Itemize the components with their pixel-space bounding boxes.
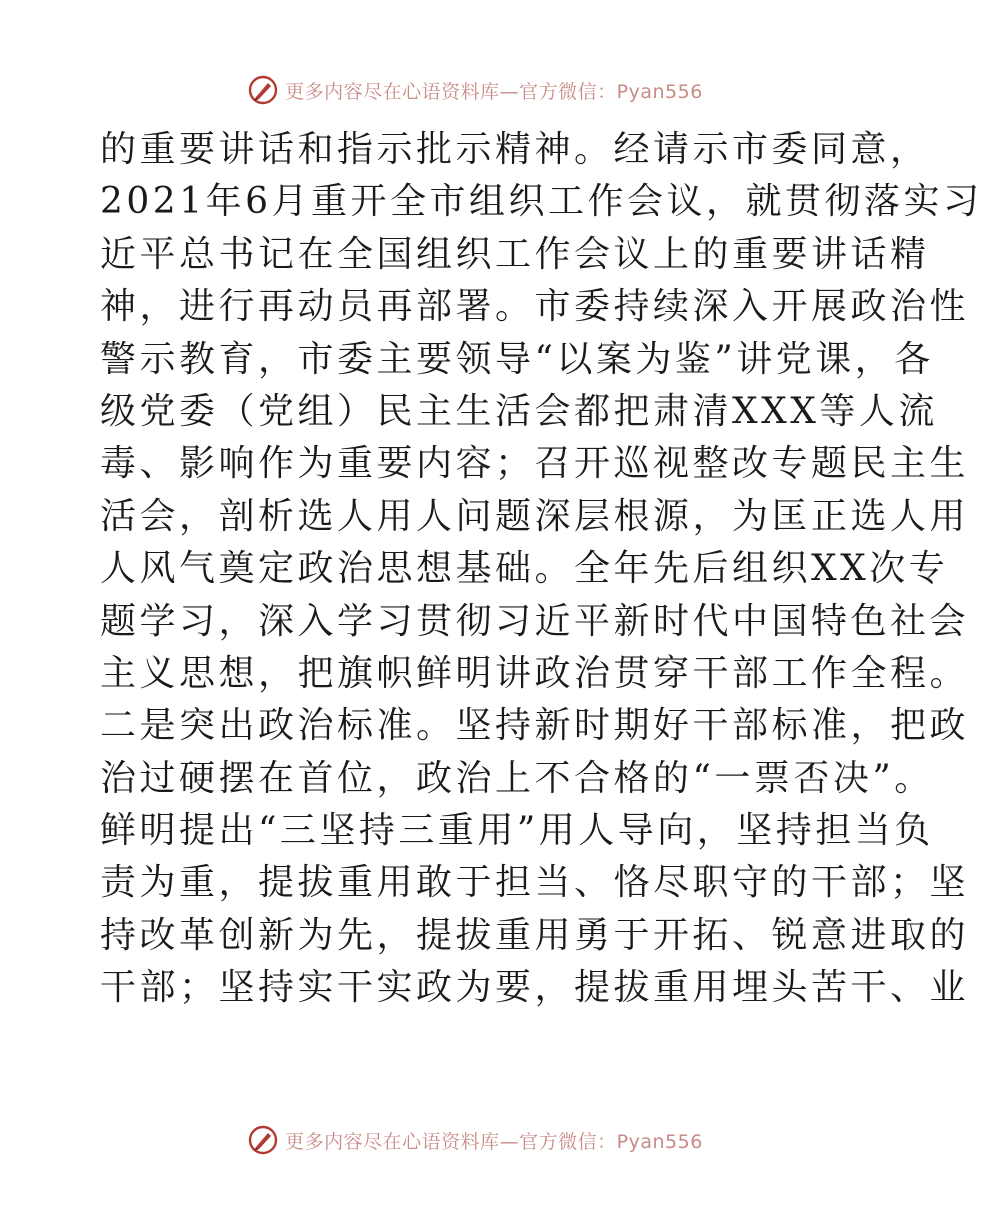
- text-line: 级党委（党组）民主生活会都把肃清XXX等人流: [100, 390, 938, 432]
- quill-pen-logo-icon: [247, 74, 279, 106]
- header-watermark: [0, 72, 950, 108]
- text-line: 治过硬摆在首位，政治上不合格的“一票否决”。: [100, 757, 934, 799]
- text-line: 主义思想，把旗帜鲜明讲政治贯穿干部工作全程。: [100, 652, 970, 694]
- text-line: 鲜明提出“三坚持三重用”用人导向，坚持担当负: [100, 810, 934, 852]
- watermark-text: 更多内容尽在心语资料库—官方微信：Pyan556: [285, 80, 703, 103]
- text-line: 人风气奠定政治思想基础。全年先后组织XX次专: [100, 548, 949, 590]
- text-line: 警示教育，市委主要领导“以案为鉴”讲党课，各: [100, 338, 934, 380]
- footer-watermark: [0, 1122, 950, 1158]
- text-line: 二是突出政治标准。坚持新时期好干部标准，把政: [100, 705, 970, 747]
- watermark-text: 更多内容尽在心语资料库—官方微信：Pyan556: [285, 1130, 703, 1153]
- text-line: 活会，剖析选人用人问题深层根源，为匡正选人用: [100, 495, 970, 537]
- quill-pen-logo-icon: [247, 1124, 279, 1156]
- text-line: 2021年6月重开全市组织工作会议，就贯彻落实习: [100, 181, 983, 223]
- text-line: 题学习，深入学习贯彻习近平新时代中国特色社会: [100, 600, 970, 642]
- text-line: 的重要讲话和指示批示精神。经请示市委同意，: [100, 129, 930, 170]
- text-line: 神，进行再动员再部署。市委持续深入开展政治性: [100, 286, 970, 328]
- text-line: 责为重，提拔重用敢于担当、恪尽职守的干部；坚: [100, 862, 970, 904]
- document-body: [100, 124, 983, 1015]
- text-line: 近平总书记在全国组织工作会议上的重要讲话精: [100, 233, 930, 275]
- text-line: 持改革创新为先，提拔重用勇于开拓、锐意进取的: [100, 914, 970, 956]
- text-line: 毒、影响作为重要内容；召开巡视整改专题民主生: [100, 443, 970, 485]
- text-line: 干部；坚持实干实政为要，提拔重用埋头苦干、业: [100, 967, 970, 1009]
